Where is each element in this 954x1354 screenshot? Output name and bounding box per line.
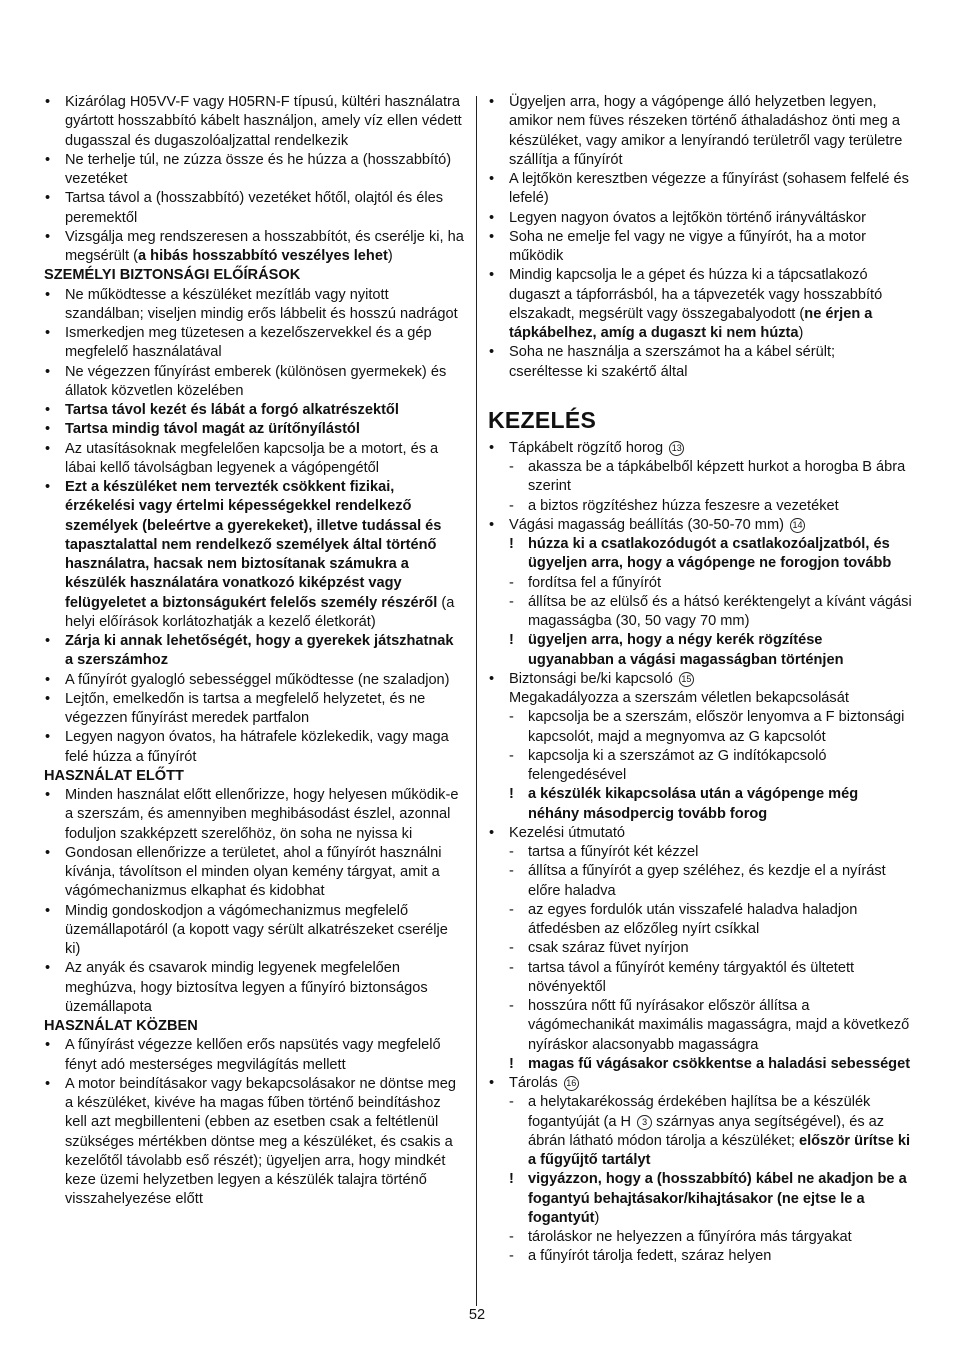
bullet-marker: • <box>489 670 495 687</box>
bullet-item <box>488 343 912 382</box>
section-title: KEZELÉS <box>488 406 597 433</box>
figure-ref-number: 14 <box>790 518 805 533</box>
bullet-item <box>44 1075 464 1210</box>
bullet-marker: • <box>45 363 51 380</box>
bullet-marker: • <box>45 479 51 495</box>
figure-ref-number: 16 <box>564 1076 579 1091</box>
item-text: Mindig kapcsolja le a gépet és húzza ki a tápcsatlakozó dugaszt a tápforrásból, ha a tápvezeték vagy hosszabbító elszakadt, megsérült vagy összegabalyodott ( <box>509 267 883 322</box>
dash-marker: - <box>509 1094 514 1111</box>
item-text: Ügyeljen arra, hogy a vágópenge álló helyzetben legyen, amikor nem füves részeken történő áthaladáshoz önti meg a készüléket, vagy amikor a lenyírandó területről vagy területre szállítja a fűnyírót <box>509 94 903 168</box>
bullet-marker: • <box>489 94 495 110</box>
item-text: HASZNÁLAT KÖZBEN <box>44 1018 198 1034</box>
warning-marker: ! <box>509 536 514 552</box>
item-text: Kizárólag H05VV-F vagy H05RN-F típusú, kültéri használatra gyártott hosszabbító kábelt használjon, amely víz ellen védett dugasszal és dugaszolóaljzattal rendelkezik <box>65 94 462 149</box>
bullet-marker: • <box>489 228 495 245</box>
item-text: ügyeljen arra, hogy a négy kerék rögzítése ugyanabban a vágási magasságban történjen <box>528 632 844 668</box>
sub-item <box>488 1247 912 1266</box>
sub-item <box>488 497 912 516</box>
dash-marker: - <box>509 863 514 880</box>
bullet-item <box>44 324 464 363</box>
bullet-marker: • <box>489 1075 495 1091</box>
figure-ref-number: 13 <box>669 441 684 456</box>
warning-item <box>488 785 912 824</box>
bullet-item <box>44 690 464 729</box>
sub-item <box>488 593 912 632</box>
dash-marker: - <box>509 959 514 976</box>
bullet-marker: • <box>45 729 51 746</box>
bold-text: Zárja ki annak lehetőségét, hogy a gyerekek játszhatnak a szerszámhoz <box>65 633 454 669</box>
bullet-marker: • <box>45 421 51 438</box>
bullet-item <box>44 440 464 479</box>
bullet-item <box>488 824 912 843</box>
item-text: HASZNÁLAT ELŐTT <box>44 767 184 784</box>
item-text: Ismerkedjen meg tüzetesen a kezelőszervekkel és a gép megfelelő használatával <box>65 325 432 361</box>
bullet-item <box>488 670 912 689</box>
item-text: A lejtőkön keresztben végezze a fűnyírást (sohasem felfelé és lefelé) <box>509 171 909 207</box>
item-text: ) <box>594 1209 600 1226</box>
bullet-item <box>44 728 464 767</box>
bold-text: Ezt a készüléket nem tervezték csökkent fizikai, érzékelési vagy értelmi képességekkel rendelkező személyek (beleértve a gyerekeket), illetve tudással és tapasztalattal nem rendelkező személyek által történő használatra, hacsak nem biztosítanak számukra a készülék használatára vonatkozó kiképzést vagy felügyeletet a biztonságukért felelős személy részéről <box>65 479 442 611</box>
sub-item <box>488 959 912 998</box>
item-text: Soha ne használja a szerszámot ha a kábel sérült; cseréltesse ki szakértő által <box>509 344 836 380</box>
warning-marker: ! <box>509 632 514 649</box>
dash-marker: - <box>509 940 514 957</box>
bullet-marker: • <box>45 844 51 861</box>
paragraph <box>488 689 912 708</box>
left-column <box>44 93 464 1210</box>
bold-text: Tartsa távol kezét és lábát a forgó alkatrészektől <box>65 402 399 418</box>
sub-item <box>488 747 912 786</box>
dash-marker: - <box>509 709 514 726</box>
item-text: Tartsa távol a (hosszabbító) vezetéket hőtől, olajtól és éles peremektől <box>65 190 444 226</box>
item-text: Az utasításoknak megfelelően kapcsolja be a motort, és a lábai kellő távolságban legyenek a vágópengétől <box>65 440 439 476</box>
warning-item <box>488 1170 912 1228</box>
item-text: a helytakarékosság érdekében hajlítsa be a készülék fogantyúját (a H <box>528 1094 871 1130</box>
item-text: kapcsolja be a szerszám, először lenyomva a F biztonsági kapcsolót, majd a megnyomva az G kapcsolót <box>528 709 905 745</box>
item-text: akassza be a tápkábelből képzett hurkot a horogba B ábra szerint <box>528 459 906 495</box>
bullet-marker: • <box>45 286 51 303</box>
bold-text: a hibás hosszabbító veszélyes lehet <box>138 248 388 264</box>
dash-marker: - <box>509 844 514 860</box>
column-divider <box>476 96 477 1306</box>
bullet-marker: • <box>45 402 51 418</box>
dash-marker: - <box>509 574 514 591</box>
bullet-marker: • <box>489 171 495 187</box>
bullet-marker: • <box>45 1037 51 1054</box>
item-text: Megakadályozza a szerszám véletlen bekapcsolását <box>509 690 849 706</box>
item-text: állítsa a fűnyírót a gyep széléhez, és kezdje el a nyírást előre haladva <box>528 863 886 899</box>
sub-item <box>488 1093 912 1170</box>
kezeles-section <box>488 439 912 1267</box>
bullet-marker: • <box>45 228 51 245</box>
right-column <box>488 93 912 1267</box>
item-text: fordítsa fel a fűnyírót <box>528 574 662 591</box>
dash-marker: - <box>509 901 514 918</box>
warning-marker: ! <box>509 1055 514 1072</box>
item-text: Ne terhelje túl, ne zúzza össze és he húzza a (hosszabbító) vezetéket <box>65 151 452 187</box>
item-text: Az anyák és csavarok mindig legyenek megfelelően meghúzva, hogy biztosítva legyen a fűnyíró biztonságos üzemállapota <box>65 960 428 1015</box>
bullet-item <box>44 189 464 228</box>
item-text: tartsa távol a fűnyírót kemény tárgyaktól és ültetett növényektől <box>528 959 855 995</box>
bullet-marker: • <box>45 787 51 803</box>
sub-item <box>488 1228 912 1247</box>
bullet-item <box>488 93 912 170</box>
item-text: Lejtőn, emelkedőn is tartsa a megfelelő helyzetet, és ne végezzen fűnyírást meredek partfalon <box>65 690 426 726</box>
bullet-item <box>44 363 464 402</box>
item-text: A fűnyírót gyalogló sebességgel működtesse (ne szaladjon) <box>65 671 450 688</box>
dash-marker: - <box>509 747 514 764</box>
warning-marker: ! <box>509 786 514 803</box>
item-text: tároláskor ne helyezzen a fűnyíróra más tárgyakat <box>528 1229 852 1245</box>
bullet-marker: • <box>45 690 51 707</box>
item-text: szárnyas anya segítségével), és az ábrán látható módon tárolja a készüléket; <box>528 1113 885 1149</box>
sub-item <box>488 574 912 593</box>
bullet-item <box>488 1074 912 1093</box>
figure-ref-number: 3 <box>637 1115 652 1130</box>
bullet-marker: • <box>45 440 51 457</box>
bullet-marker: • <box>45 190 51 207</box>
right-column-list <box>488 93 912 382</box>
bullet-item <box>44 1036 464 1075</box>
item-text: Mindig gondoskodjon a vágómechanizmus megfelelő üzemállapotáról (a kopott vagy sérült alkatrészeket cserélje ki) <box>65 902 448 957</box>
bullet-marker: • <box>45 151 51 168</box>
bullet-item <box>488 266 912 343</box>
bullet-marker: • <box>45 1075 51 1092</box>
bold-text: először ürítse ki a fűgyűjtő tartályt <box>528 1132 911 1168</box>
item-text: Kezelési útmutató <box>509 824 626 841</box>
bullet-item <box>44 902 464 960</box>
item-text: az egyes fordulók után visszafelé haladva haladjon átfedésben az előzőleg nyírt csíkkal <box>528 901 858 937</box>
bullet-item <box>488 228 912 267</box>
item-text: vigyázzon, hogy a (hosszabbító) kábel ne akadjon be a fogantyú behajtásakor/kihajtásakor (ne ejtse le a fogantyút <box>528 1171 907 1226</box>
page-number: 52 <box>468 1307 486 1323</box>
item-text: hosszúra nőtt fű nyírásakor először állítsa a vágómechanikát maximális magasságra, majd a következő nyíráskor alacsonyabb magasságra <box>528 998 910 1053</box>
item-text: Legyen nagyon óvatos, ha hátrafele közlekedik, vagy maga felé húzza a fűnyírót <box>65 729 449 765</box>
bullet-item <box>44 401 464 420</box>
item-text: a készülék kikapcsolása után a vágópenge még néhány másodpercig tovább forog <box>528 786 859 822</box>
bullet-item <box>44 844 464 902</box>
subsection-heading <box>44 767 464 786</box>
sub-item <box>488 458 912 497</box>
item-text: ) <box>387 248 393 264</box>
bullet-marker: • <box>489 516 495 533</box>
item-text: ) <box>798 325 804 341</box>
bullet-item <box>44 151 464 190</box>
dash-marker: - <box>509 998 514 1014</box>
subsection-heading <box>44 1017 464 1036</box>
bullet-item <box>488 170 912 209</box>
sub-item <box>488 862 912 901</box>
item-text: A motor beindításakor vagy bekapcsolásakor ne döntse meg a készüléket, kivéve ha magas fűben történő beindításhoz kell azt megbillenteni (ebben az esetben csak a feltétlenül szükséges mértékben döntse meg a készüléket, és csakis a kezelőtől távolabb eső részét); ügyeljen arra, hogy mindkét keze üzemi helyzetben legyen a készülék talajra történő visszahelyezése előtt <box>65 1075 457 1208</box>
item-text: (a helyi előírások korlátozhatják a kezelő életkorát) <box>65 594 455 630</box>
bullet-item <box>44 228 464 267</box>
item-text: a fűnyírót tárolja fedett, száraz helyen <box>528 1248 772 1265</box>
bullet-item <box>44 959 464 1017</box>
warning-item <box>488 1055 912 1074</box>
subsection-heading <box>44 266 464 285</box>
sub-item <box>488 708 912 747</box>
item-text: Legyen nagyon óvatos a lejtőkön történő irányváltáskor <box>509 209 866 226</box>
bullet-item <box>44 93 464 151</box>
item-text: állítsa be az elülső és a hátsó keréktengelyt a kívánt vágási magasságba (30, 50 vagy 70 mm) <box>528 593 912 629</box>
warning-item <box>488 535 912 574</box>
warning-marker: ! <box>509 1171 514 1188</box>
bullet-marker: • <box>489 344 495 361</box>
item-text: Ne végezzen fűnyírást emberek (különösen gyermekek) és állatok közvetlen közelében <box>65 363 447 399</box>
item-text: Gondosan ellenőrizze a területet, ahol a fűnyírót használni kívánja, távolítson el minden olyan kemény tárgyat, amit a vágómechanizmus elkaphat és kidobhat <box>65 844 442 900</box>
bullet-marker: • <box>489 209 495 226</box>
bullet-marker: • <box>45 671 51 688</box>
warning-item <box>488 631 912 670</box>
bullet-marker: • <box>45 960 51 977</box>
bullet-item <box>44 478 464 632</box>
bullet-marker: • <box>489 267 495 284</box>
item-text: Soha ne emelje fel vagy ne vigye a fűnyírót, ha a motor működik <box>509 228 866 264</box>
item-text: Vágási magasság beállítás (30-50-70 mm) <box>509 516 789 533</box>
item-text: a biztos rögzítéshez húzza feszesre a vezetéket <box>528 497 839 514</box>
item-text: Vizsgálja meg rendszeresen a hosszabbítót, és cserélje ki, ha megsérült ( <box>65 228 464 264</box>
bullet-marker: • <box>45 325 51 341</box>
sub-item <box>488 997 912 1055</box>
item-text: Biztonsági be/ki kapcsoló <box>509 670 677 687</box>
item-text: Minden használat előtt ellenőrizze, hogy helyesen működik-e a szerszám, és amennyiben meghibásodást észlel, azonnal foduljon szakképzett szerelőhöz, ön soha ne nyissa ki <box>65 787 459 842</box>
bullet-marker: • <box>45 94 51 110</box>
sub-item <box>488 843 912 862</box>
bullet-item <box>44 286 464 325</box>
bullet-marker: • <box>489 439 495 456</box>
item-text: Tárolás <box>509 1075 562 1091</box>
item-text: tartsa a fűnyírót két kézzel <box>528 844 699 860</box>
bullet-marker: • <box>489 824 495 841</box>
item-text: Ne működtesse a készüléket mezítláb vagy nyitott szandálban; viseljen mindig erős lábbelit és hosszú nadrágot <box>65 286 458 322</box>
item-text: Tápkábelt rögzítő horog <box>509 439 668 456</box>
sub-item <box>488 939 912 958</box>
bold-text: ne érjen a tápkábelhez, amíg a dugaszt ki nem húzta <box>509 305 873 341</box>
bullet-item <box>44 632 464 671</box>
bullet-item <box>488 209 912 228</box>
bullet-item <box>44 671 464 690</box>
bold-text: Tartsa mindig távol magát az ürítőnyílástól <box>65 421 360 438</box>
dash-marker: - <box>509 593 514 610</box>
item-text: húzza ki a csatlakozódugót a csatlakozóaljzatból, és ügyeljen arra, hogy a vágópenge ne forogjon tovább <box>528 536 892 572</box>
item-text: magas fű vágásakor csökkentse a haladási sebességet <box>528 1055 911 1072</box>
dash-marker: - <box>509 1248 514 1265</box>
figure-ref-number: 15 <box>679 672 694 687</box>
bullet-item <box>44 420 464 439</box>
bullet-item <box>488 516 912 535</box>
item-text: A fűnyírást végezze kellően erős napsütés vagy megfelelő fényt adó mesterséges megvilágítás mellett <box>65 1037 441 1073</box>
item-text: SZEMÉLYI BIZTONSÁGI ELŐÍRÁSOK <box>44 267 301 284</box>
dash-marker: - <box>509 1229 514 1245</box>
item-text: csak száraz füvet nyírjon <box>528 940 689 957</box>
dash-marker: - <box>509 497 514 514</box>
bullet-marker: • <box>45 633 51 649</box>
bullet-marker: • <box>45 902 51 919</box>
sub-item <box>488 901 912 940</box>
bullet-item <box>488 439 912 458</box>
bullet-item <box>44 786 464 844</box>
dash-marker: - <box>509 459 514 475</box>
item-text: kapcsolja ki a szerszámot az G indítókapcsoló felengedésével <box>528 747 827 783</box>
